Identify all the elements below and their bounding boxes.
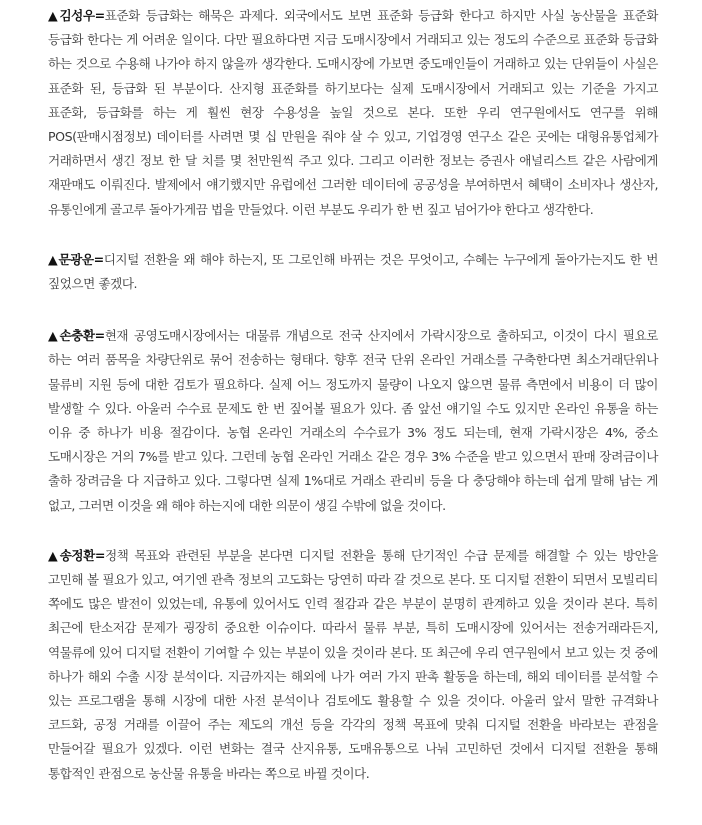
paragraph-son-chunghwan bbox=[48, 324, 658, 518]
paragraph-text: 디지털 전환을 왜 해야 하는지, 또 그로인해 바뀌는 것은 무엇이고, 수혜는 누구에게 돌아가는지도 한 번 짚었으면 좋겠다. bbox=[48, 251, 658, 292]
paragraph-text: 정책 목표와 관련된 부분을 본다면 디지털 전환을 통해 단기적인 수급 문제를 해결할 수 있는 방안을 고민해 볼 필요가 있고, 여기엔 관측 정보의 고도화는 당연히 따라 갈 것으로 본다. 또 디지털 전환이 되면서 모빌리티 쪽에도 많은 발전이 있었는데, 유통에 있어서도 인력 절감과 같은 부분이 분명히 관계하고 있을 것이라 본다. 특히 최근에 탄소저감 문제가 굉장히 중요한 이슈이다. 따라서 물류 부분, 특히 도매시장에 있어서는 전송거래라든지, 역물류에 있어 디지털 전환이 기여할 수 있는 부분이 있을 것이라 본다. 또 최근에 우리 연구원에서 보고 있는 것 중에 하나가 해외 수출 시장 분석이다. 지금까지는 해외에 나가 여러 가지 판촉 활동을 하는데, 해외 데이터를 분석할 수 있는 프로그램을 통해 시장에 대한 사전 분석이나 검토에도 활용할 수 있을 것이다. 아울러 앞서 말한 규격화나 코드화, 공정 거래를 이끌어 주는 제도의 개선 등을 각각의 정책 목표에 맞춰 디지털 전환을 바라보는 관점을 만들어갈 필요가 있겠다. 이런 변화는 결국 산지유통, 도매유통으로 나눠 고민하던 것에서 디지털 전환을 통해 통합적인 관점으로 농산물 유통을 바라는 쪽으로 바뀔 것이다. bbox=[48, 547, 659, 781]
paragraph-moon-gwangun bbox=[48, 248, 658, 296]
speaker-label: ▲손충환= bbox=[48, 328, 105, 344]
paragraph-text: 현재 공영도매시장에서는 대물류 개념으로 전국 산지에서 가락시장으로 출하되고, 이것이 다시 필요로 하는 여러 품목을 차량단위로 묶어 전송하는 형태다. 향후 전국 단위 온라인 거래소를 구축한다면 최소거래단위나 물류비 지원 등에 대한 검토가 필요하다. 실제 어느 정도까지 물량이 나오지 않으면 물류 측면에서 비용이 더 많이 발생할 수 있다. 아울러 수수료 문제도 한 번 짚어볼 필요가 있다. 좀 앞선 얘기일 수도 있지만 온라인 유통을 하는 이유 중 하나가 비용 절감이다. 농협 온라인 거래소의 수수료가 3% 정도 되는데, 현재 가락시장은 4%, 중소 도매시장은 거의 7%를 받고 있다. 그런데 농협 온라인 거래소 같은 경우 3% 수준을 받고 있으면서 판매 장려금이나 출하 장려금을 다 지급하고 있다. 그렇다면 실제 1%대로 거래소 관리비 등을 다 충당해야 하는데 쉽게 말해 남는 게 없고, 그러면 이것을 왜 해야 하는지에 대한 의문이 생길 수밖에 없을 것이다. bbox=[48, 328, 659, 513]
paragraph-song-jeonghwan bbox=[48, 544, 658, 786]
speaker-label: ▲문광운= bbox=[48, 251, 104, 267]
speaker-label: ▲송정환= bbox=[48, 547, 105, 563]
speaker-label: ▲김성우= bbox=[48, 8, 105, 23]
paragraph-kim-seongwoo bbox=[48, 4, 658, 222]
paragraph-text: 표준화 등급화는 해묵은 과제다. 외국에서도 보면 표준화 등급화 한다고 하지만 사실 농산물을 표준화 등급화 한다는 게 어려운 일이다. 다만 필요하다면 지금 도매시장에서 거래되고 있는 정도의 수준으로 표준화 등급화 하는 것으로 수용해 나가야 하지 않을까 생각한다. 도매시장에 가보면 중도매인들이 거래하고 있는 단위들이 사실은 표준화 된, 등급화 된 부분이다. 산지형 표준화를 하기보다는 실제 도매시장에서 거래되고 있는 기준을 가지고 표준화, 등급화를 하는 게 훨씬 현장 수용성을 높일 것으로 본다. 또한 우리 연구원에서도 연구를 위해 POS(판매시점정보) 데이터를 사려면 몇 십 만원을 줘야 살 수 있고, 기업경영 연구소 같은 곳에는 대형유통업체가 거래하면서 생긴 정보 한 달 치를 몇 천만원씩 주고 있다. 그리고 이러한 정보는 증권사 애널리스트 같은 사람에게 재판매도 이뤄진다. 발제에서 얘기했지만 유럽에선 그러한 데이터에 공공성을 부여하면서 혜택이 소비자나 생산자, 유통인에게 골고루 돌아가게끔 법을 만들었다. 이런 부분도 우리가 한 번 짚고 넘어가야 한다고 생각한다. bbox=[48, 8, 659, 217]
